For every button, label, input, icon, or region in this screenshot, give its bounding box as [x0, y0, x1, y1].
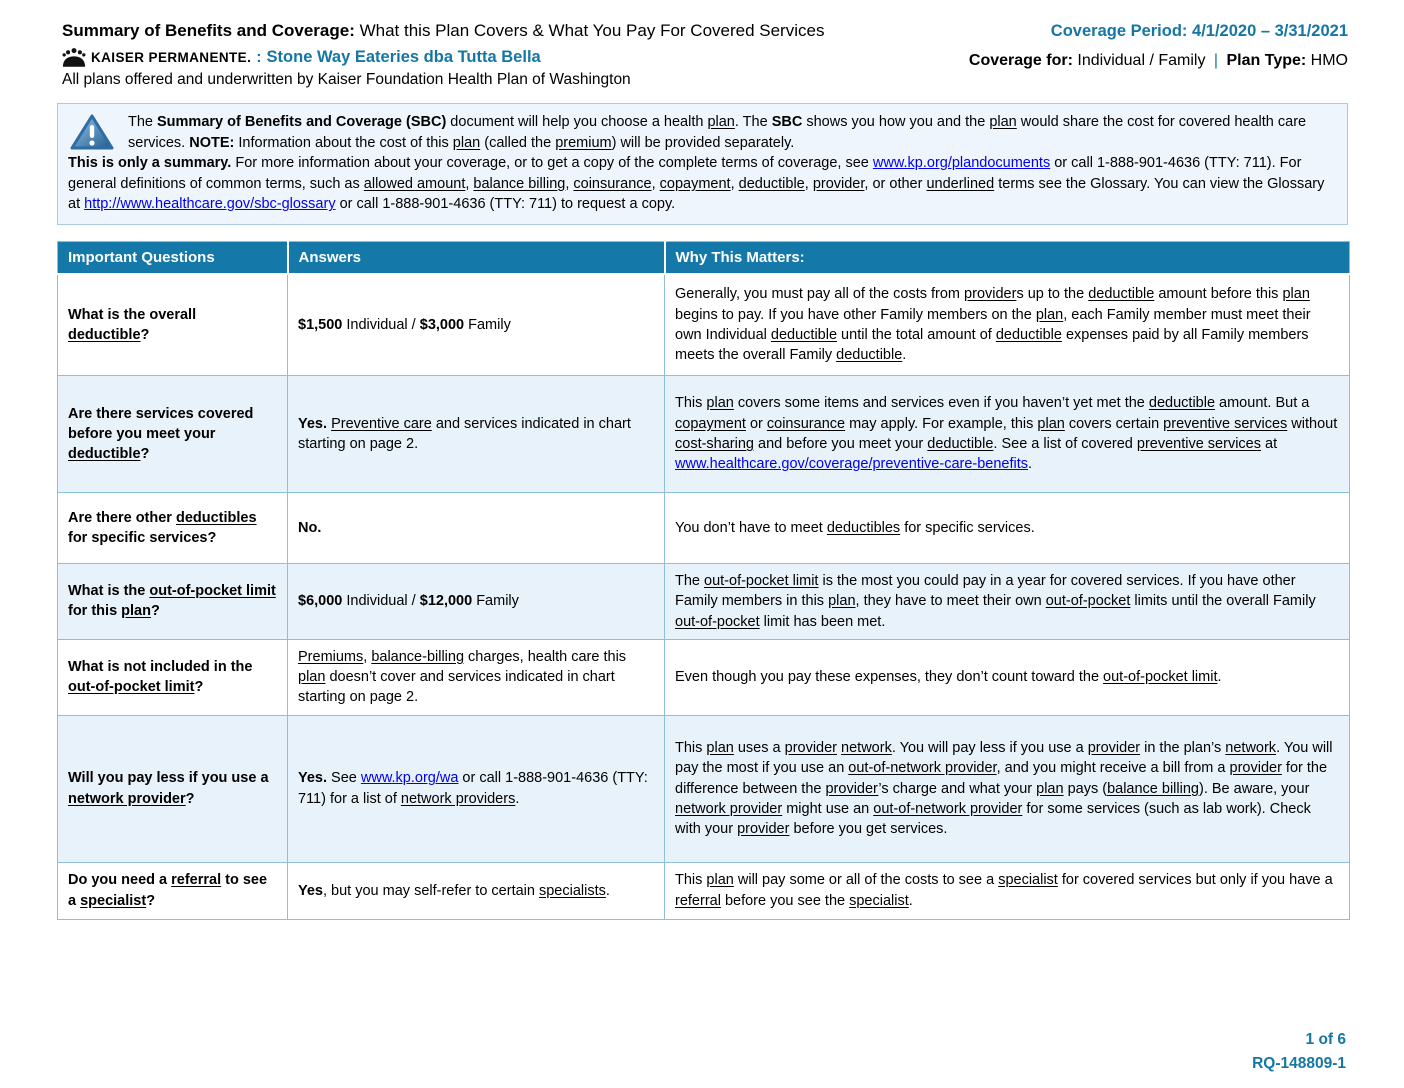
text-segment: Do you need a: [68, 872, 172, 889]
table-row: [58, 563, 1350, 639]
text-segment: ’s charge and what your: [878, 780, 1037, 797]
text-segment: specialist: [849, 892, 909, 909]
text-segment: and services indicated in chart starting on page 2.: [298, 415, 631, 452]
text-segment: Premiums: [298, 648, 364, 665]
text-segment: . The: [734, 114, 772, 131]
text-segment: What is the: [68, 583, 150, 600]
text-segment: or call 1-888-901-4636 (TTY: 711) to request a copy.: [335, 196, 676, 213]
question-cell: [58, 563, 288, 639]
text-segment: out-of-pocket limit: [149, 583, 276, 600]
table-row: [58, 274, 1350, 376]
text-segment: balance billing: [1107, 780, 1199, 797]
text-segment: ). Be aware, your: [1198, 780, 1310, 797]
text-segment: Family: [464, 316, 511, 333]
text-segment: This: [675, 395, 707, 412]
kaiser-permanente-wordmark: KAISER PERMANENTE.: [91, 50, 252, 66]
text-segment: , and you might receive a bill from a: [996, 760, 1230, 777]
text-segment: copayment: [675, 415, 746, 432]
text-segment: might use an: [782, 800, 874, 817]
text-segment: provider: [825, 780, 879, 797]
text-segment: . See a list of covered: [993, 435, 1137, 452]
text-segment: plan: [298, 669, 326, 686]
why-cell: [665, 492, 1350, 563]
text-segment: plan: [1037, 415, 1065, 432]
text-segment: $1,500: [298, 316, 343, 333]
table-body: [58, 274, 1350, 919]
text-segment: .: [1217, 669, 1222, 686]
text-segment: . You will pay less if you use a: [891, 740, 1088, 757]
text-segment: for this: [68, 603, 122, 620]
text-segment: plan: [706, 395, 734, 412]
hyperlink[interactable]: www.kp.org/wa: [360, 770, 459, 787]
text-segment: plan: [706, 872, 734, 889]
text-segment: What is the overall: [68, 306, 197, 323]
question-cell: [58, 639, 288, 715]
text-segment: $6,000: [298, 593, 343, 610]
text-segment: plan: [1282, 286, 1310, 303]
underwritten-line: All plans offered and underwritten by Kaiser Foundation Health Plan of Washington: [62, 71, 631, 89]
text-segment: ?: [185, 790, 195, 807]
notice-box: [57, 103, 1348, 225]
text-segment: cost-sharing: [675, 435, 754, 452]
header-right: [969, 20, 1348, 70]
text-segment: $3,000: [419, 316, 465, 333]
text-segment: for the difference between the: [675, 760, 1328, 797]
table-row: [58, 375, 1350, 492]
text-segment: specialist: [998, 872, 1058, 889]
text-segment: Preventive care: [331, 415, 432, 432]
text-segment: out-of-network provider: [848, 760, 997, 777]
text-segment: .: [605, 882, 610, 899]
text-segment: for some services (such as lab work). Check with your: [675, 800, 1311, 838]
text-segment: Yes.: [298, 770, 328, 787]
text-segment: See: [327, 770, 361, 787]
column-header-why-this-matters: Why This Matters:: [665, 241, 1350, 274]
text-segment: deductibles: [175, 509, 257, 526]
text-segment: without: [1287, 415, 1338, 432]
text-segment: You don’t have to meet: [675, 519, 827, 536]
text-segment: ?: [150, 603, 160, 620]
text-segment: for specific services?: [68, 529, 217, 546]
text-segment: copayment: [659, 175, 731, 192]
text-segment: pays (: [1063, 780, 1108, 797]
text-segment: ,: [363, 648, 372, 665]
text-segment: Individual /: [342, 316, 420, 333]
table-row: [58, 715, 1350, 862]
hyperlink[interactable]: www.healthcare.gov/coverage/preventive-care-benefits: [675, 456, 1029, 473]
column-header-answers: Answers: [288, 241, 665, 274]
text-segment: covers certain: [1064, 415, 1164, 432]
text-segment: ?: [140, 446, 150, 463]
page-title-bold: Summary of Benefits and Coverage:: [62, 21, 355, 40]
text-segment: coinsurance: [573, 175, 652, 192]
text-segment: ?: [140, 326, 150, 343]
coverage-for-label: Coverage for:: [968, 52, 1073, 69]
text-segment: Summary of Benefits and Coverage (SBC): [157, 114, 447, 131]
text-segment: doesn’t cover and services indicated in chart starting on page 2.: [298, 669, 615, 706]
text-segment: coinsurance: [766, 415, 846, 432]
text-segment: out-of-pocket limit: [704, 572, 819, 589]
text-segment: plan: [1036, 780, 1064, 797]
text-segment: specialists: [538, 882, 606, 899]
text-segment: s up to the: [1016, 286, 1089, 303]
text-segment: This is only a summary.: [68, 155, 232, 172]
text-segment: , they have to meet their own: [855, 593, 1046, 610]
text-segment: deductible: [68, 446, 141, 463]
text-segment: out-of-network provider: [873, 800, 1023, 817]
text-segment: ,: [565, 175, 574, 192]
text-segment: premium: [555, 134, 612, 151]
text-segment: until the total amount of: [837, 326, 996, 343]
answer-cell: [288, 563, 665, 639]
notice-paragraph-summary: [68, 153, 1335, 215]
text-segment: in the plan’s: [1140, 740, 1226, 757]
text-segment: plan: [989, 114, 1017, 131]
hyperlink[interactable]: www.kp.org/plandocuments: [872, 155, 1051, 172]
why-cell: [665, 375, 1350, 492]
text-segment: at: [1260, 435, 1278, 452]
text-segment: Individual /: [342, 593, 420, 610]
text-segment: network: [841, 740, 892, 757]
text-segment: specialist: [80, 892, 147, 909]
text-segment: out-of-pocket: [675, 613, 760, 630]
header-left: [62, 20, 824, 89]
text-segment: plan: [121, 603, 151, 620]
text-segment: .: [1028, 456, 1033, 473]
text-segment: network: [1225, 740, 1277, 757]
text-segment: Are there services covered before you meet your: [68, 405, 254, 442]
text-segment: provider: [812, 175, 865, 192]
text-segment: will pay some or all of the costs to see a: [733, 872, 999, 889]
text-segment: and before you meet your: [753, 435, 928, 452]
plan-type-label: Plan Type:: [1226, 52, 1307, 69]
text-segment: network provider: [675, 800, 783, 817]
answer-cell: [288, 274, 665, 376]
hyperlink[interactable]: http://www.healthcare.gov/sbc-glossary: [84, 196, 336, 213]
answer-cell: [288, 862, 665, 919]
text-segment: network providers: [400, 790, 516, 807]
text-segment: limits until the overall Family: [1130, 593, 1316, 610]
plan-type-value: HMO: [1310, 52, 1348, 69]
text-segment: .: [902, 347, 907, 364]
text-segment: shows you how you and the: [802, 114, 990, 131]
text-segment: NOTE:: [189, 134, 235, 151]
table-row: [58, 492, 1350, 563]
text-segment: out-of-pocket limit: [1103, 669, 1218, 686]
text-segment: begins to pay. If you have other Family members on the: [675, 306, 1036, 323]
text-segment: ,: [465, 175, 474, 192]
notice-paragraph-sbc: [68, 112, 1335, 153]
warning-triangle-icon: [70, 113, 114, 151]
text-segment: Family: [472, 593, 519, 610]
text-segment: provider: [1087, 740, 1141, 757]
text-segment: allowed amount: [363, 175, 466, 192]
text-segment: What is not included in the: [68, 659, 253, 676]
text-segment: before you get services.: [789, 821, 948, 838]
answer-cell: [288, 715, 665, 862]
text-segment: Yes.: [298, 415, 332, 432]
text-segment: uses a: [733, 740, 785, 757]
why-cell: [665, 639, 1350, 715]
text-segment: plan: [706, 740, 734, 757]
text-segment: . You will pay the most if you use an: [675, 740, 1333, 777]
text-segment: preventive services: [1163, 415, 1288, 432]
kaiser-permanente-logo: [62, 47, 86, 68]
text-segment: or call 1-888-901-4636 (TTY: 711) for a list of: [298, 770, 648, 807]
text-segment: network provider: [68, 790, 186, 807]
text-segment: This: [675, 740, 707, 757]
text-segment: document will help you choose a health: [446, 114, 708, 131]
text-segment: provider: [784, 740, 838, 757]
text-segment: .: [515, 790, 520, 807]
question-cell: [58, 862, 288, 919]
text-segment: is the most you could pay in a year for covered services. If you have other Family members in this: [675, 572, 1296, 610]
text-segment: deductible: [738, 175, 805, 192]
page-title-rest: What this Plan Covers & What You Pay For Covered Services: [354, 21, 825, 40]
text-segment: Even though you pay these expenses, they don’t count toward the: [675, 669, 1104, 686]
text-segment: , each Family member must meet their own Individual: [675, 306, 1311, 343]
text-segment: ,: [651, 175, 660, 192]
text-segment: provider: [737, 821, 790, 838]
text-segment: provider: [1229, 760, 1282, 777]
text-segment: amount. But a: [1215, 395, 1310, 412]
question-cell: [58, 492, 288, 563]
text-segment: No.: [298, 519, 322, 536]
answer-cell: [288, 492, 665, 563]
text-segment: deductible: [995, 326, 1062, 343]
text-segment: ?: [146, 892, 156, 909]
text-segment: deductibles: [826, 519, 901, 536]
answer-cell: [288, 639, 665, 715]
text-segment: deductible: [68, 326, 141, 343]
page-number: 1 of 6: [1305, 1030, 1346, 1048]
text-segment: deductible: [927, 435, 994, 452]
text-segment: referral: [171, 872, 222, 889]
coverage-period: [969, 22, 1348, 41]
text-segment: balance billing: [473, 175, 566, 192]
text-segment: For more information about your coverage, or to get a copy of the complete terms of coverage, see: [231, 155, 873, 172]
text-segment: Yes: [298, 882, 323, 899]
text-segment: amount before this: [1154, 286, 1283, 303]
text-segment: SBC: [771, 114, 803, 131]
question-cell: [58, 375, 288, 492]
text-segment: plan: [452, 134, 481, 151]
text-segment: limit has been met.: [759, 613, 886, 630]
document-header: [0, 0, 1404, 95]
text-segment: The: [675, 572, 705, 589]
column-header-important-questions: Important Questions: [58, 241, 288, 274]
text-segment: balance-billing: [371, 648, 465, 665]
text-segment: Information about the cost of this: [234, 134, 453, 151]
coverage-period-value: 4/1/2020 – 3/31/2021: [1192, 22, 1348, 40]
text-segment: Will you pay less if you use a: [68, 770, 269, 787]
text-segment: provider: [964, 286, 1017, 303]
page-title: [62, 20, 824, 42]
table-header-row: [58, 241, 1350, 274]
logo-separator: :: [256, 48, 262, 66]
text-segment: $12,000: [419, 593, 473, 610]
text-segment: out-of-pocket limit: [68, 679, 195, 696]
text-segment: (called the: [480, 134, 556, 151]
question-cell: [58, 274, 288, 376]
coverage-period-label: Coverage Period:: [1050, 22, 1188, 40]
text-segment: or call 1-888-901-4636 (TTY: 711). For general definitions of common terms, such as: [68, 155, 1302, 192]
text-segment: referral: [675, 892, 721, 909]
text-segment: This: [675, 872, 707, 889]
why-cell: [665, 862, 1350, 919]
page-footer: [1252, 1028, 1346, 1076]
text-segment: ,: [804, 175, 813, 192]
text-segment: covers some items and services even if you haven’t yet met the: [733, 395, 1149, 412]
text-segment: deductible: [1148, 395, 1216, 412]
text-segment: ,: [730, 175, 739, 192]
text-segment: ?: [194, 679, 204, 696]
text-segment: for specific services.: [900, 519, 1035, 536]
document-id: RQ-148809-1: [1252, 1054, 1346, 1072]
why-cell: [665, 563, 1350, 639]
text-segment: terms see the Glossary. You can view the Glossary at: [68, 175, 1325, 213]
text-segment: preventive services: [1136, 435, 1261, 452]
text-segment: deductible: [770, 326, 838, 343]
text-segment: before you see the: [720, 892, 850, 909]
question-cell: [58, 715, 288, 862]
text-segment: plan: [707, 114, 735, 131]
text-segment: , but you may self-refer to certain: [323, 882, 539, 899]
why-cell: [665, 715, 1350, 862]
coverage-for-value: Individual / Family: [1077, 52, 1206, 69]
text-segment: plan: [1035, 306, 1064, 323]
text-segment: to see a: [68, 872, 268, 909]
text-segment: .: [908, 892, 913, 909]
text-segment: or: [745, 415, 767, 432]
answer-cell: [288, 375, 665, 492]
text-segment: would share the cost for covered health care services.: [128, 114, 1307, 151]
text-segment: underlined: [926, 175, 995, 192]
text-segment: out-of-pocket: [1045, 593, 1131, 610]
text-segment: Are there other: [68, 509, 176, 526]
text-segment: deductible: [1088, 286, 1155, 303]
header-pipe-divider: |: [1213, 52, 1219, 69]
coverage-for-line: [969, 52, 1348, 70]
important-questions-table: [57, 241, 1350, 920]
text-segment: plan: [828, 593, 856, 610]
text-segment: may apply. For example, this: [845, 415, 1038, 432]
text-segment: , or other: [864, 175, 927, 192]
text-segment: expenses paid by all Family members meets the overall Family: [675, 326, 1309, 364]
text-segment: Generally, you must pay all of the costs from: [675, 286, 965, 303]
text-segment: deductible: [836, 347, 903, 364]
table-row: [58, 639, 1350, 715]
plan-sponsor-line: [62, 47, 824, 68]
text-segment: ) will be provided separately.: [611, 134, 795, 151]
why-cell: [665, 274, 1350, 376]
text-segment: for covered services but only if you have a: [1057, 872, 1333, 889]
group-name: Stone Way Eateries dba Tutta Bella: [266, 48, 541, 67]
text-segment: charges, health care this: [464, 648, 627, 665]
text-segment: The: [128, 114, 158, 131]
table-row: [58, 862, 1350, 919]
